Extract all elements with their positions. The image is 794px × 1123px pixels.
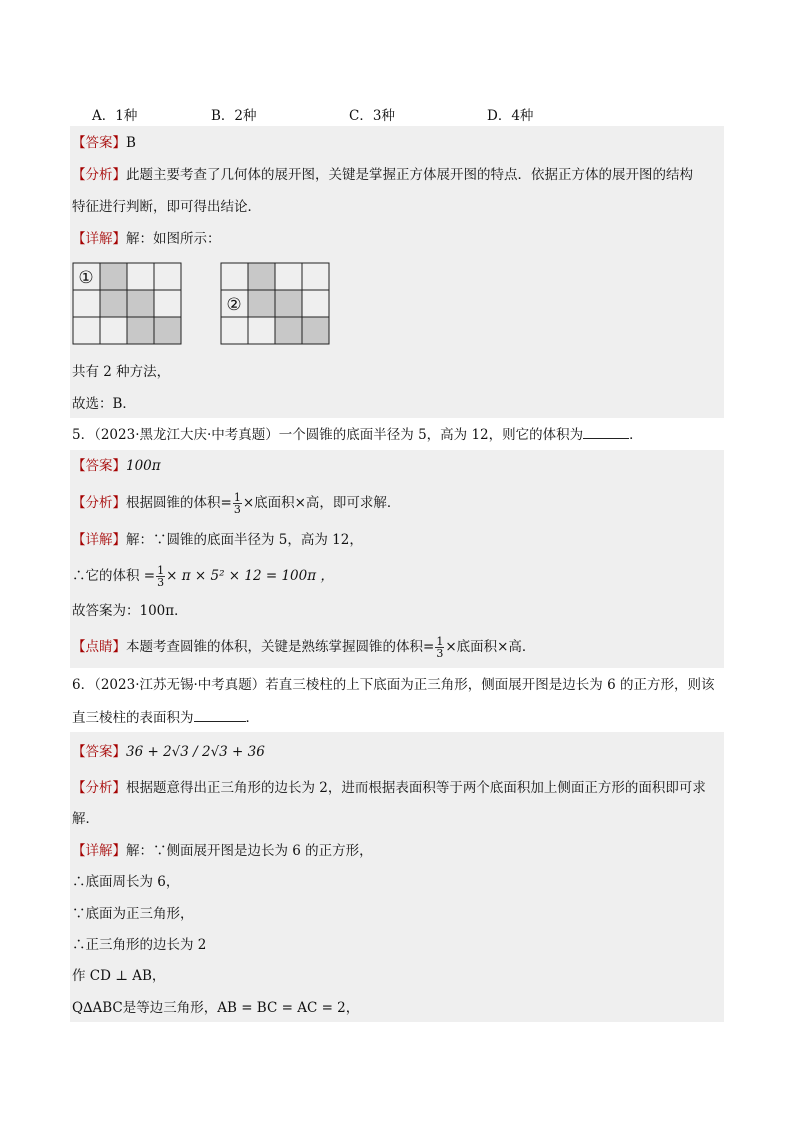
answer-blank	[194, 707, 246, 722]
fraction-one-third: $\frac{1}{3}$	[436, 635, 444, 660]
answer-tag: 【答案】	[72, 135, 126, 151]
q4-choice-line: 故选：B．	[72, 396, 136, 412]
q6-step-3: ∴正三角形的边长为 2	[72, 937, 207, 953]
answer-blank	[583, 424, 629, 439]
fraction-one-third: $\frac{1}{3}$	[157, 564, 165, 589]
answer-value: 100π	[126, 458, 161, 474]
q5-stem-end: ．	[629, 427, 643, 443]
q6-step-1: ∴底面周长为 6，	[72, 874, 180, 890]
comment-tag: 【点睛】	[72, 639, 126, 655]
analysis-tag: 【分析】	[72, 495, 126, 511]
option-d: D．4种	[487, 108, 534, 124]
calc-text-b: × π × 5² × 12 = 100π ，	[166, 568, 334, 584]
q5-result-line: 故答案为：100π．	[72, 603, 188, 619]
q6-stem-text: 直三棱柱的表面积为	[72, 710, 194, 726]
q5-stem	[72, 424, 643, 445]
detail-tag: 【详解】	[72, 532, 126, 548]
q5-stem-text: 5．（2023·黑龙江大庆·中考真题）一个圆锥的底面半径为 5，高为 12，则它的体积为	[72, 427, 584, 443]
analysis-text: 此题主要考查了几何体的展开图，关键是掌握正方体展开图的特点．依据正方体的展开图的结构	[126, 167, 693, 183]
q6-step-4: 作 CD ⊥ AB，	[72, 968, 166, 984]
answer-value: 36 + 2√3 / 2√3 + 36	[126, 744, 265, 760]
q6-analysis-line-1	[72, 778, 706, 798]
analysis-tag: 【分析】	[72, 780, 126, 796]
q5-calc-line	[72, 565, 334, 588]
figure-1-label: ①	[78, 268, 94, 288]
q6-step-5: Q∆ABC是等边三角形，AB = BC = AC = 2，	[72, 1000, 360, 1016]
option-c: C．3种	[349, 108, 395, 124]
q6-answer-line	[72, 742, 265, 762]
answer-tag: 【答案】	[72, 458, 126, 474]
comment-text-b: ×底面积×高．	[445, 639, 536, 655]
q6-step-2: ∵底面为正三角形，	[72, 906, 194, 922]
cube-net-figure-2	[220, 262, 334, 346]
fraction-one-third: $\frac{1}{3}$	[233, 491, 241, 516]
option-b: B．2种	[211, 108, 257, 124]
q6-stem-end: ．	[245, 710, 259, 726]
detail-tag: 【详解】	[72, 843, 126, 859]
q6-detail-line	[72, 841, 373, 861]
q5-analysis-line	[72, 492, 400, 515]
answer-value: B	[126, 135, 136, 151]
figure-2-label: ②	[226, 295, 242, 315]
cube-net-figure-1	[72, 262, 186, 346]
answer-tag: 【答案】	[72, 744, 126, 760]
detail-text: 解：∵侧面展开图是边长为 6 的正方形，	[126, 843, 373, 859]
q4-total-line: 共有 2 种方法，	[72, 364, 171, 380]
q4-detail-line	[72, 229, 221, 249]
q5-detail-line	[72, 530, 363, 550]
analysis-text: 根据题意得出正三角形的边长为 2，进而根据表面积等于两个底面积加上侧面正方形的面积即可求	[126, 780, 706, 796]
q5-comment-line	[72, 636, 535, 659]
analysis-text-b: ×底面积×高，即可求解．	[242, 495, 401, 511]
comment-text-a: 本题考查圆锥的体积，关键是熟练掌握圆锥的体积=	[126, 639, 435, 655]
calc-text-a: ∴它的体积 =	[72, 568, 156, 584]
detail-text: 解：如图所示：	[126, 231, 221, 247]
detail-tag: 【详解】	[72, 231, 126, 247]
q6-stem-line-1: 6．（2023·江苏无锡·中考真题）若直三棱柱的上下底面为正三角形，侧面展开图是边长为 6 的正方形，则该	[72, 677, 715, 693]
q4-analysis-line-2: 特征进行判断，即可得出结论．	[72, 199, 261, 215]
analysis-tag: 【分析】	[72, 167, 126, 183]
detail-text: 解：∵圆锥的底面半径为 5，高为 12，	[126, 532, 363, 548]
q5-answer-line	[72, 456, 161, 476]
q6-stem-line-2	[72, 707, 259, 728]
q6-analysis-line-2: 解．	[72, 811, 99, 827]
analysis-text-a: 根据圆锥的体积=	[126, 495, 232, 511]
q4-answer-line	[72, 133, 136, 153]
option-a: A．1种	[92, 108, 138, 124]
q4-analysis-line-1	[72, 165, 693, 185]
